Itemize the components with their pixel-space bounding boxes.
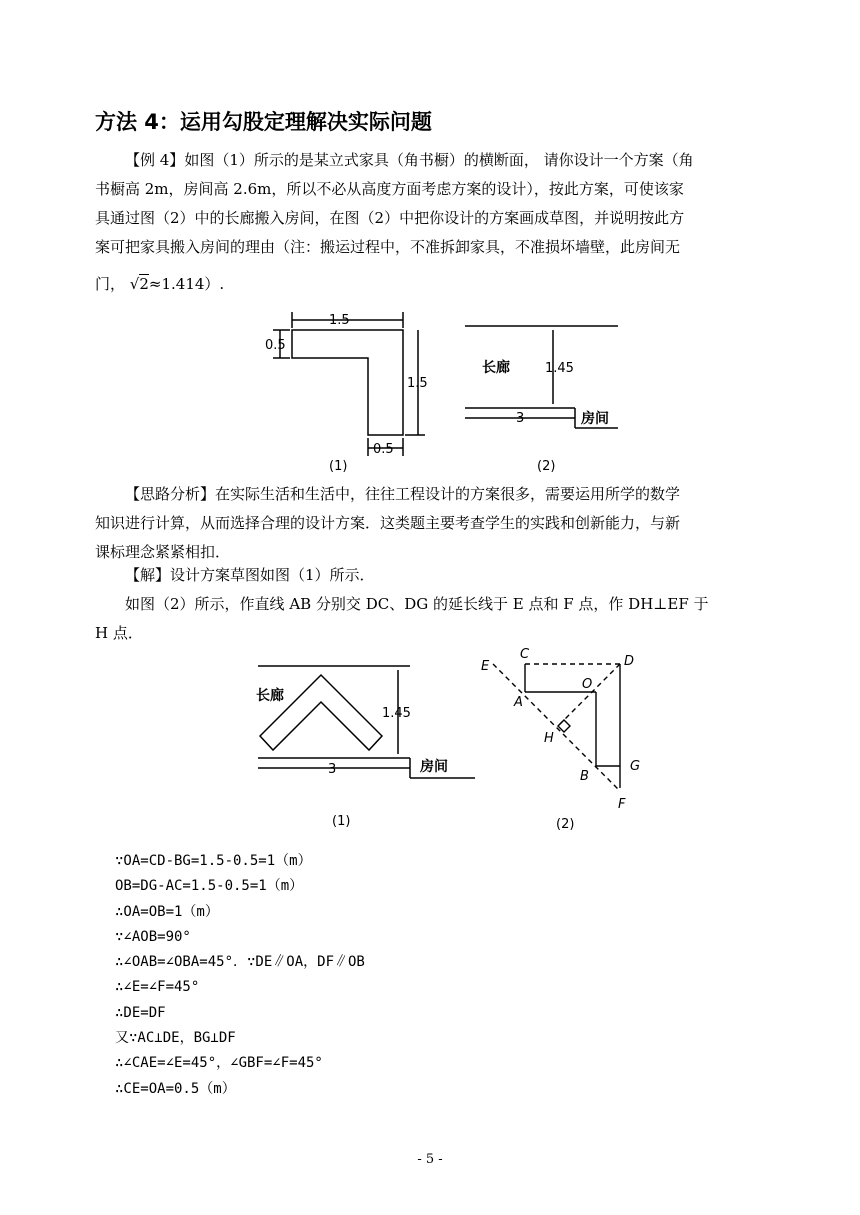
fig2-room-label: 房间 bbox=[581, 411, 609, 427]
line-DH bbox=[558, 664, 620, 726]
point-A: A bbox=[514, 695, 523, 710]
fig-b1-dim-width: 3 bbox=[328, 762, 337, 777]
proof-line: ∴∠E=∠F=45° bbox=[115, 979, 200, 996]
proof-line: ∴∠CAE=∠E=45°，∠GBF=∠F=45° bbox=[115, 1055, 323, 1072]
rotated-furniture bbox=[260, 675, 382, 750]
fig-bottom-2 bbox=[493, 664, 620, 791]
fig-top-1 bbox=[273, 312, 425, 456]
proof-block bbox=[115, 849, 365, 1102]
fig-b1-dim-height: 1.45 bbox=[382, 706, 411, 721]
figure-top bbox=[255, 300, 635, 480]
line-EF bbox=[493, 664, 620, 791]
fig-b1-caption: (1) bbox=[332, 814, 351, 829]
sqrt-symbol: √2 bbox=[129, 275, 149, 293]
example-line-5-pre: 门， bbox=[95, 275, 126, 293]
l-shape-furniture bbox=[292, 330, 403, 435]
fig1-dim-top: 1.5 bbox=[329, 313, 350, 328]
point-O: O bbox=[582, 677, 593, 692]
fig1-caption: (1) bbox=[329, 459, 348, 474]
example-line-4: 案可把家具搬入房间的理由（注：搬运过程中，不准拆卸家具，不准损坏墙壁，此房间无 bbox=[95, 238, 681, 256]
analysis-line-3: 课标理念紧紧相扣． bbox=[95, 543, 231, 561]
point-D: D bbox=[624, 654, 635, 669]
fig2-dim-width: 3 bbox=[516, 411, 525, 426]
fig-b1-room-label: 房间 bbox=[420, 759, 448, 775]
point-G: G bbox=[630, 759, 641, 774]
sqrt-radicand: 2 bbox=[139, 275, 149, 293]
fig1-dim-right: 1.5 bbox=[407, 376, 428, 391]
point-H: H bbox=[544, 731, 554, 746]
proof-line: OB=DG-AC=1.5-0.5=1（m） bbox=[115, 878, 304, 895]
example-line-2: 书橱高 2m，房间高 2.6m，所以不必从高度方面考虑方案的设计），按此方案，可使该家 bbox=[95, 180, 684, 198]
section-title: 方法 4：运用勾股定理解决实际问题 bbox=[95, 110, 432, 134]
point-C: C bbox=[520, 647, 530, 662]
fig2-dim-height: 1.45 bbox=[545, 361, 574, 376]
analysis-tag: 【思路分析】 bbox=[125, 485, 216, 503]
analysis-paragraph bbox=[95, 480, 767, 567]
proof-line: ∴OA=OB=1（m） bbox=[115, 903, 219, 920]
fig1-dim-left: 0.5 bbox=[265, 338, 286, 353]
proof-line: ∴∠OAB=∠OBA=45°．∵DE∥OA，DF∥OB bbox=[115, 954, 365, 971]
solution-tag: 【解】 bbox=[125, 566, 171, 584]
proof-line: ∴CE=OA=0.5（m） bbox=[115, 1080, 236, 1097]
example-paragraph bbox=[95, 146, 767, 299]
point-E: E bbox=[481, 659, 490, 674]
proof-line: ∴DE=DF bbox=[115, 1004, 166, 1021]
proof-line: 又∵AC⊥DE，BG⊥DF bbox=[115, 1030, 236, 1047]
fig2-corridor-label: 长廊 bbox=[482, 360, 510, 376]
example-tag: 【例 4】 bbox=[125, 151, 185, 169]
fig-b1-corridor-label: 长廊 bbox=[256, 688, 284, 704]
solution-paragraph bbox=[95, 561, 767, 648]
proof-line: ∵OA=CD-BG=1.5-0.5=1（m） bbox=[115, 853, 312, 869]
example-line-5-post: ≈1.414）. bbox=[148, 275, 225, 293]
proof-line: ∵∠AOB=90° bbox=[115, 928, 191, 945]
point-F: F bbox=[618, 797, 626, 812]
solution-line-3: H 点． bbox=[95, 624, 143, 642]
example-line-5 bbox=[95, 270, 767, 299]
solution-line-1: 设计方案草图如图（1）所示． bbox=[170, 566, 375, 584]
analysis-line-2: 知识进行计算，从而选择合理的设计方案．这类题主要考查学生的实践和创新能力，与新 bbox=[95, 514, 681, 532]
solution-line-2: 如图（2）所示，作直线 AB 分别交 DC、DG 的延长线于 E 点和 F 点，作 DH⊥EF 于 bbox=[125, 595, 709, 613]
analysis-line-1: 在实际生活和生活中，往往工程设计的方案很多，需要运用所学的数学 bbox=[215, 485, 681, 503]
fig2-caption: (2) bbox=[537, 459, 556, 474]
page-number: - 5 - bbox=[417, 1152, 443, 1167]
example-line-3: 具通过图（2）中的长廊搬入房间，在图（2）中把你设计的方案画成草图，并说明按此方 bbox=[95, 209, 685, 227]
point-B: B bbox=[580, 769, 589, 784]
example-line-1: 如图（1）所示的是某立式家具（角书橱）的横断面， 请你设计一个方案（角 bbox=[184, 151, 694, 169]
fig-b2-caption: (2) bbox=[556, 817, 575, 832]
figure-bottom bbox=[250, 640, 680, 840]
fig1-dim-bottom: 0.5 bbox=[373, 442, 394, 457]
